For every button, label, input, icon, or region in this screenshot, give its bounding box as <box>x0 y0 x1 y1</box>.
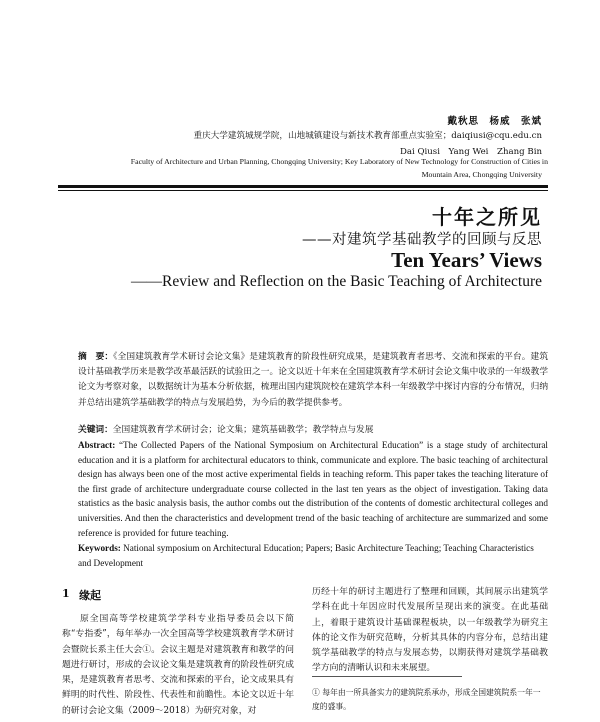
footnote: ① 每年由一所具备实力的建筑院系承办，形成全国建筑院系一年一度的盛事。 <box>312 688 541 711</box>
keywords-chinese-text: 全国建筑教育学术研讨会；论文集；建筑基础教学；教学特点与发展 <box>112 425 374 435</box>
title-english: Ten Years’ Views <box>391 248 542 272</box>
section-title: 缘起 <box>79 589 101 602</box>
affiliation-chinese: 重庆大学建筑城规学院，山地城镇建设与新技术教育部重点实验室；daiqiusi@cqu.edu.cn <box>193 131 542 141</box>
keywords-chinese-label: 关键词： <box>78 425 113 435</box>
keywords-chinese <box>78 423 548 438</box>
affiliation-english-line2: Mountain Area, Chongqing University <box>421 170 542 179</box>
subtitle-english: ——Review and Reflection on the Basic Teaching of Architecture <box>131 273 542 290</box>
body-column-left <box>62 612 294 719</box>
author-names-pinyin: Dai Qiusi Yang Wei Zhang Bin <box>399 147 542 157</box>
keywords-english-label: Keywords: <box>78 543 121 553</box>
header-rule-thin <box>58 190 548 191</box>
keywords-english-text: National symposium on Architectural Education; Papers; Basic Architecture Teaching; Teaching Characteristics and Development <box>78 543 534 568</box>
body-right-text: 历经十年的研讨主题进行了整理和回顾，其间展示出建筑学学科在此十年因应时代发展所呈现出来的演变。在此基础上，着眼于建筑设计基础课程板块，以一年级教学为研究主体的论文作为研究范畴，分析其具体的内容分布，总结出建筑学基础教学的特点与发展态势，以期获得对建筑学基础教学方向的清晰认识和未来展望。 <box>312 587 548 674</box>
abstract-chinese-label: 摘 要： <box>78 352 114 362</box>
abstract-english <box>78 438 548 540</box>
keywords-english <box>78 541 548 570</box>
section-number: 1 <box>62 587 70 600</box>
affiliation-english-line1: Faculty of Architecture and Urban Planning, Chongqing University; Key Laboratory of New Technology for Construction of Cities in <box>130 157 548 166</box>
author-names: 戴秋思 杨威 张斌 <box>447 116 542 127</box>
title-chinese: 十年之所见 <box>432 205 542 229</box>
abstract-english-label: Abstract: <box>78 440 116 450</box>
abstract-english-text: “The Collected Papers of the National Symposium on Architectural Education” is a stage study of architectural education and it is a platform for architectural educators to think, communicate and explore. The basic teaching of architectural design has always been one of the most active experimental fields in teaching reform. This paper takes the teaching literature of the first grade of architecture undergraduate course collected in the last ten years as the object of investigation. Taking data statistics as the basic analysis basis, the author combs out the distribution of the contents of domestic architectural colleges and universities. And then the characteristics and development trend of the basic teaching of architecture are summarized and some reference is provided for future teaching. <box>78 440 548 538</box>
abstract-chinese <box>78 350 548 411</box>
abstract-chinese-text: 《全国建筑教育学术研讨会论文集》是建筑教育的阶段性研究成果，是建筑教育者思考、交流和探索的平台。建筑设计基础教学历来是教学改革最活跃的试验田之一。论文以近十年来在全国建筑教育学术研讨会论文集中收录的一年级教学论文为考察对象，以数据统计为基本分析依据，梳理出国内建筑院校在建筑学本科一年级教学中探讨内容的分布情况，归纳并总结出建筑学基础教学的特点与发展趋势，为今后的教学提供参考。 <box>78 352 549 408</box>
footnote-rule <box>312 676 462 677</box>
body-left-text: 原全国高等学校建筑学学科专业指导委员会以下简称“专指委”，每年举办一次全国高等学校建筑教育学术研讨会暨院长系主任大会①。会议主题是对建筑教育和教学的问题进行研讨，形成的会议论文集是建筑教育的阶段性研究成果，是建筑教育者思考、交流和探索的平台，论文成果具有鲜明的时代性、阶段性、代表性和前瞻性。本论文以近十年的研讨会论文集（2009～2018）为研究对象，对 <box>62 614 294 716</box>
header-rule-thick <box>58 185 548 188</box>
body-column-right <box>312 585 548 677</box>
subtitle-chinese: ——对建筑学基础教学的回顾与反思 <box>302 232 542 248</box>
